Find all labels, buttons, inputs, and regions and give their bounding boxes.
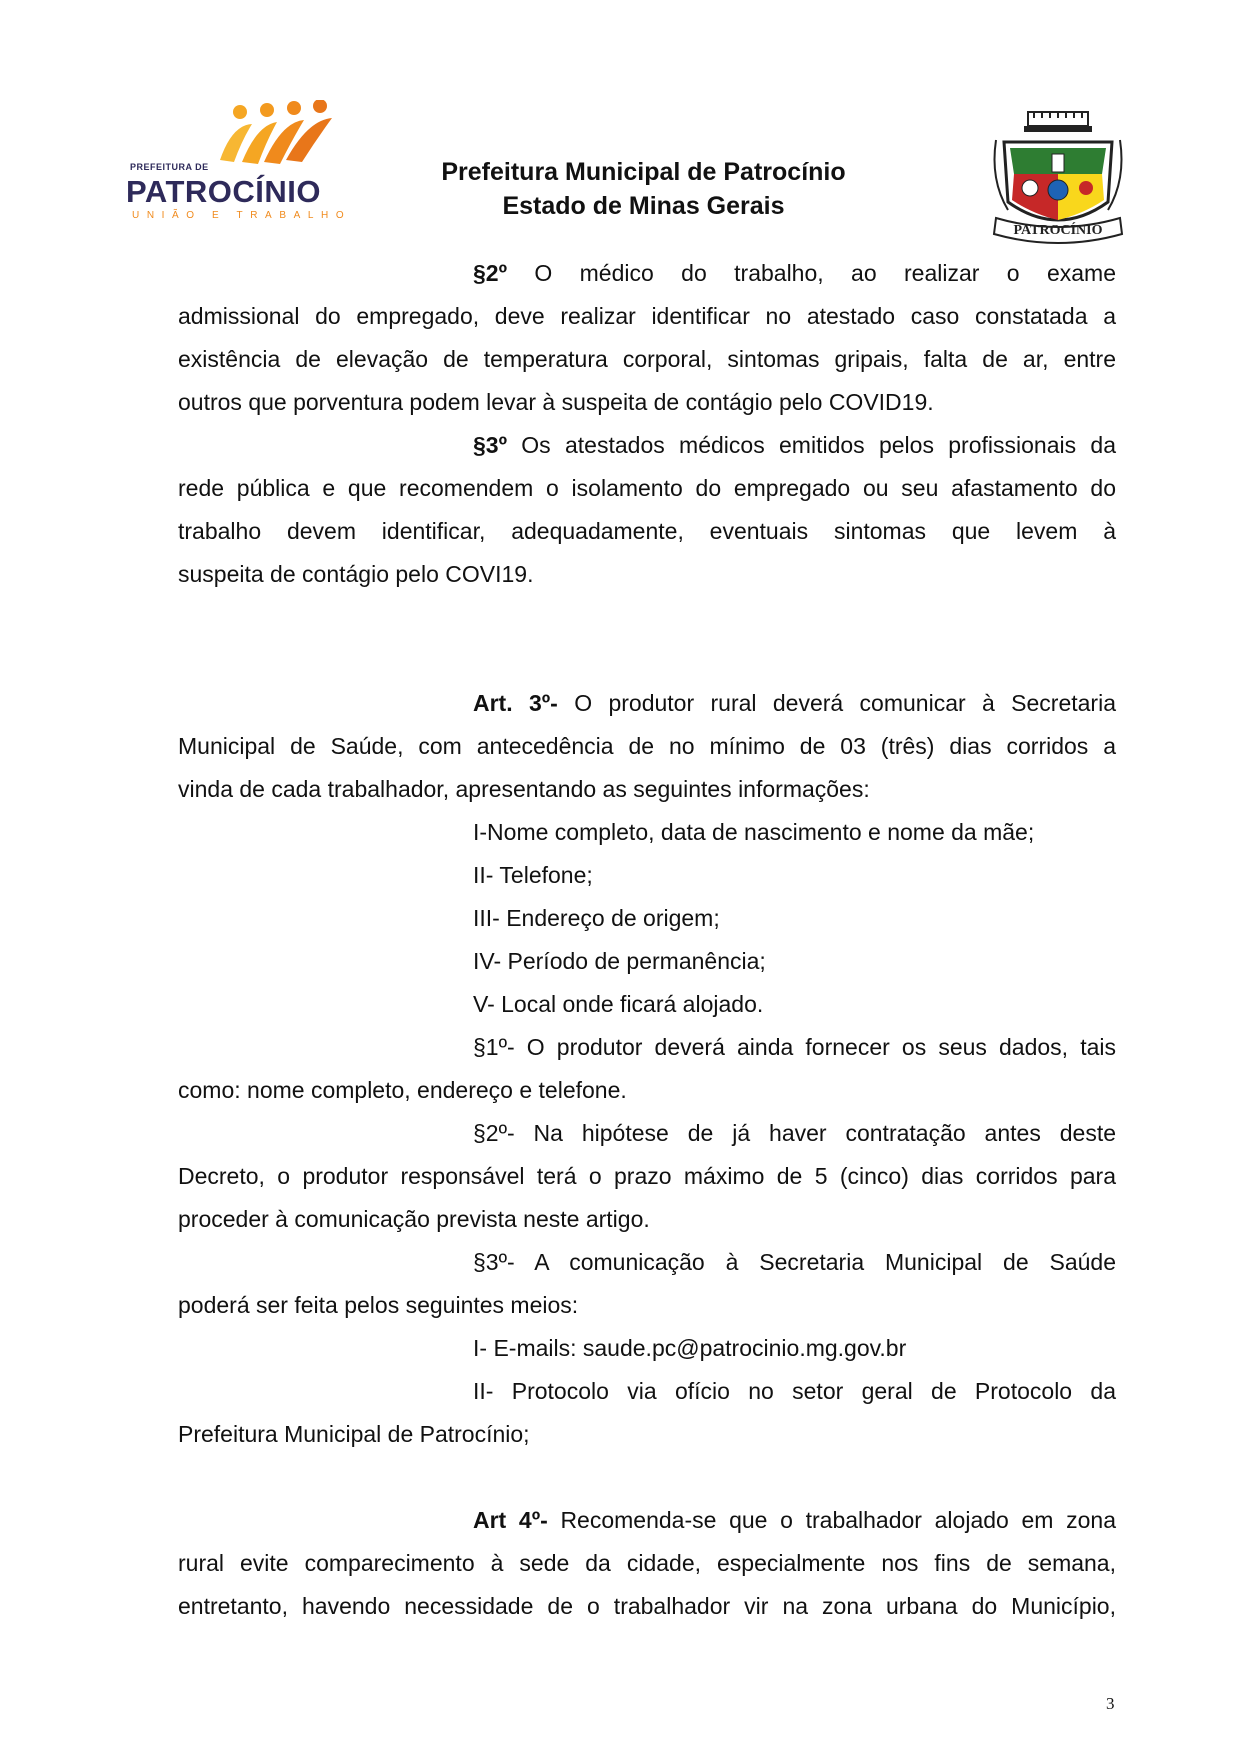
s3-email-line: I- E-mails: saude.pc@patrocinio.mg.gov.br (473, 1335, 907, 1361)
art3-text-1: O produtor rural deverá comunicar à Secretaria (574, 690, 1116, 716)
p3-label: §3º (473, 432, 507, 458)
p2-line-4: outros que porventura podem levar à suspeita de contágio pelo COVID19. (178, 389, 934, 415)
s3-protocol-line-1: II- Protocolo via ofício no setor geral de Protocolo da (473, 1378, 1116, 1404)
art3-label: Art. 3º- (473, 690, 558, 716)
art4-line-1 (473, 1505, 1116, 1535)
p3-line-4: suspeita de contágio pelo COVI19. (178, 561, 534, 587)
art3-line-1 (473, 688, 1116, 718)
list-item: I-Nome completo, data de nascimento e nome da mãe; (473, 819, 1035, 845)
coat-banner-text: PATROCÍNIO (1013, 223, 1103, 238)
s2-line-3: proceder à comunicação prevista neste artigo. (178, 1206, 650, 1232)
s1-line-2: como: nome completo, endereço e telefone. (178, 1077, 627, 1103)
p3-line-1 (473, 430, 1116, 460)
s3-protocol-line-2: Prefeitura Municipal de Patrocínio; (178, 1421, 530, 1447)
list-item: IV- Período de permanência; (473, 948, 766, 974)
coat-of-arms-icon (988, 110, 1128, 256)
p3-line-3: trabalho devem identificar, adequadamente, eventuais sintomas que levem à (178, 518, 1116, 544)
p2-line-1 (473, 258, 1116, 288)
art4-text-1: Recomenda-se que o trabalhador alojado em zona (560, 1507, 1116, 1533)
p3-text-1: Os atestados médicos emitidos pelos profissionais da (521, 432, 1116, 458)
p2-line-2: admissional do empregado, deve realizar identificar no atestado caso constatada a (178, 303, 1116, 329)
p2-line-3: existência de elevação de temperatura corporal, sintomas gripais, falta de ar, entre (178, 346, 1116, 372)
logo-prefeitura-text: PREFEITURA DE (130, 162, 209, 172)
art3-line-3: vinda de cada trabalhador, apresentando as seguintes informações: (178, 776, 870, 802)
p3-line-2: rede pública e que recomendem o isolamento do empregado ou seu afastamento do (178, 475, 1116, 501)
header-title: Prefeitura Municipal de Patrocínio (441, 158, 846, 186)
list-item: V- Local onde ficará alojado. (473, 991, 764, 1017)
s2-line-2: Decreto, o produtor responsável terá o prazo máximo de 5 (cinco) dias corridos para (178, 1163, 1116, 1189)
art4-label: Art 4º- (473, 1507, 548, 1533)
header-subtitle: Estado de Minas Gerais (502, 192, 785, 220)
art4-line-2: rural evite comparecimento à sede da cidade, especialmente nos fins de semana, (178, 1550, 1116, 1576)
s1-line-1: §1º- O produtor deverá ainda fornecer os seus dados, tais (473, 1034, 1116, 1060)
s3-line-2: poderá ser feita pelos seguintes meios: (178, 1292, 579, 1318)
page-number: 3 (1106, 1694, 1115, 1713)
logo-tagline: UNIÃO E TRABALHO (132, 210, 352, 221)
p2-text-1: O médico do trabalho, ao realizar o exame (534, 260, 1116, 286)
art3-line-2: Municipal de Saúde, com antecedência de no mínimo de 03 (três) dias corridos a (178, 733, 1116, 759)
s3-line-1: §3º- A comunicação à Secretaria Municipal de Saúde (473, 1249, 1116, 1275)
art4-line-3: entretanto, havendo necessidade de o trabalhador vir na zona urbana do Município, (178, 1593, 1116, 1619)
list-item: III- Endereço de origem; (473, 905, 720, 931)
logo-city-name: PATROCÍNIO (126, 174, 322, 209)
p2-label: §2º (473, 260, 507, 286)
list-item: II- Telefone; (473, 862, 593, 888)
s2-line-1: §2º- Na hipótese de já haver contratação antes deste (473, 1120, 1116, 1146)
